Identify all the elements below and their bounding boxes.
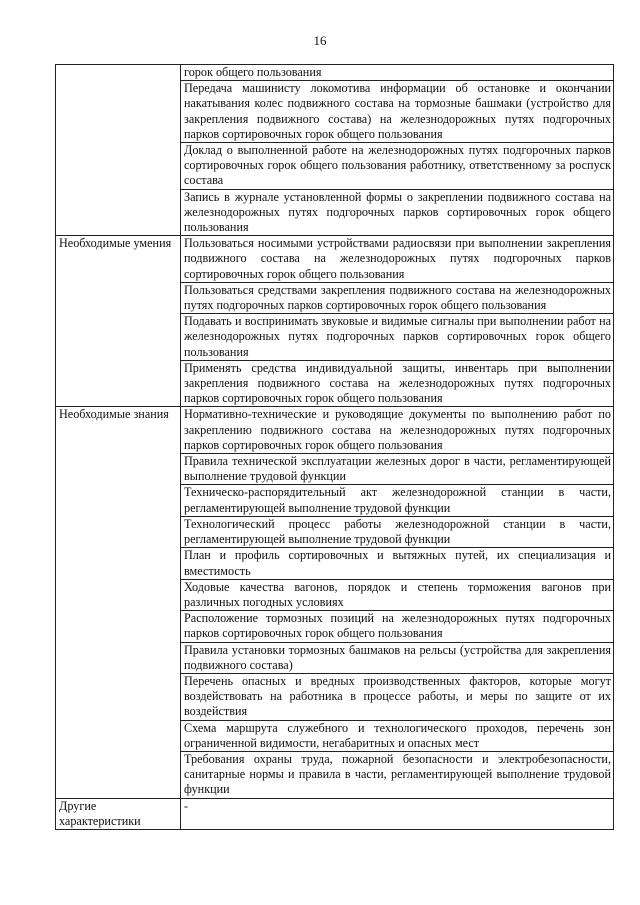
table-row xyxy=(56,798,614,829)
skills-label: Необходимые умения xyxy=(56,236,181,407)
other-characteristics-value: - xyxy=(181,798,614,829)
table-row xyxy=(56,65,614,81)
knowledge-item: План и профиль сортировочных и вытяжных путей, их специализация и вместимость xyxy=(181,548,614,579)
action-item: Передача машинисту локомотива информации об остановке и окончании накатывания колес подвижного состава на тормозные башмаки (устройство для закрепления подвижного состава) на железнодорожных путях подгорочных парков сортировочных горок общего пользования xyxy=(181,81,614,143)
skill-item: Подавать и воспринимать звуковые и видимые сигналы при выполнении работ на железнодорожных путях подгорочных парков сортировочных горок общего пользования xyxy=(181,314,614,361)
knowledge-item: Техническо-распорядительный акт железнодорожной станции в части, регламентирующей выполнение трудовой функции xyxy=(181,485,614,516)
knowledge-item: Нормативно-технические и руководящие документы по выполнению работ по закреплению подвижного состава на железнодорожных путях подгорочных парков сортировочных горок общего пользования xyxy=(181,407,614,454)
knowledge-item: Технологический процесс работы железнодорожной станции в части, регламентирующей выполнение трудовой функции xyxy=(181,516,614,547)
actions-label-cell xyxy=(56,65,181,236)
action-item: Доклад о выполненной работе на железнодорожных путях подгорочных парков сортировочных горок общего пользования работнику, ответственному за роспуск состава xyxy=(181,143,614,190)
table-row xyxy=(56,236,614,283)
action-item: горок общего пользования xyxy=(181,65,614,81)
knowledge-item: Правила технической эксплуатации железных дорог в части, регламентирующей выполнение трудовой функции xyxy=(181,454,614,485)
page-number: 16 xyxy=(313,33,327,48)
table-row xyxy=(56,407,614,454)
knowledge-item: Требования охраны труда, пожарной безопасности и электробезопасности, санитарные нормы и правила в части, регламентирующей выполнение трудовой функции xyxy=(181,751,614,798)
knowledge-item: Схема маршрута служебного и технологического проходов, перечень зон ограниченной видимости, негабаритных и опасных мест xyxy=(181,720,614,751)
action-item: Запись в журнале установленной формы о закреплении подвижного состава на железнодорожных путях подгорочных парков сортировочных горок общего пользования xyxy=(181,189,614,236)
skill-item: Пользоваться средствами закрепления подвижного состава на железнодорожных путях подгорочных парков сортировочных горок общего пользования xyxy=(181,282,614,313)
skill-item: Применять средства индивидуальной защиты, инвентарь при выполнении закрепления подвижного состава на железнодорожных путях подгорочных парков сортировочных горок общего пользования xyxy=(181,360,614,407)
knowledge-item: Правила установки тормозных башмаков на рельсы (устройства для закрепления подвижного состава) xyxy=(181,642,614,673)
knowledge-item: Ходовые качества вагонов, порядок и степень торможения вагонов при различных погодных условиях xyxy=(181,579,614,610)
labor-function-table xyxy=(55,64,614,830)
knowledge-label: Необходимые знания xyxy=(56,407,181,798)
knowledge-item: Расположение тормозных позиций на железнодорожных путях подгорочных парков сортировочных горок общего пользования xyxy=(181,611,614,642)
other-characteristics-label: Другие характеристики xyxy=(56,798,181,829)
skill-item: Пользоваться носимыми устройствами радиосвязи при выполнении закрепления подвижного состава на железнодорожных путях подгорочных парков сортировочных горок общего пользования xyxy=(181,236,614,283)
knowledge-item: Перечень опасных и вредных производственных факторов, которые могут воздействовать на работника в процессе работы, и меры по защите от их воздействия xyxy=(181,673,614,720)
